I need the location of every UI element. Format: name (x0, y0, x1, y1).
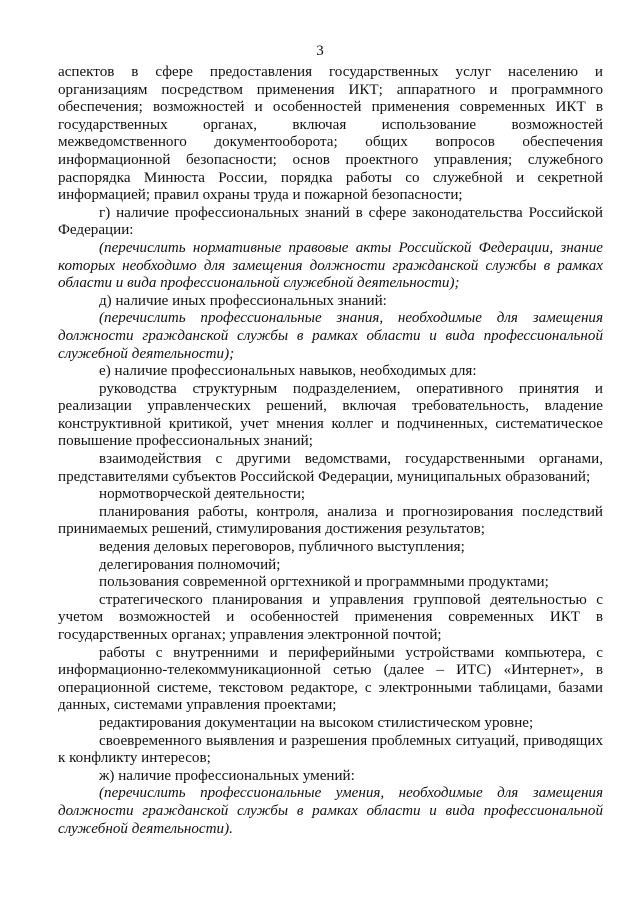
document-body (58, 64, 603, 838)
skill-interaction: взаимодействия с другими ведомствами, государственными органами, представителями субъектов Российской Федерации, муниципальных образований; (58, 451, 603, 485)
paragraph-note-knowledge: (перечислить профессиональные знания, необходимые для замещения должности гражданской службы в рамках области и вида профессиональной служебной деятельности); (58, 310, 603, 362)
skill-computer-work: работы с внутренними и периферийными устройствами компьютера, с информационно-телекоммуникационной сетью (далее – ИТС) «Интернет», в операционной системе, текстовом редакторе, с электронными таблицами, базами данных, системами управления проектами; (58, 644, 603, 714)
paragraph-note-abilities: (перечислить профессиональные умения, необходимые для замещения должности гражданской службы в рамках области и вида профессиональной служебной деятельности). (58, 785, 603, 837)
skill-management: руководства структурным подразделением, оперативного принятия и реализации управленческих решений, включая требовательность, владение конструктивной критикой, учет мнения коллег и подчиненных, систематическое повышение профессиональных знаний; (58, 380, 603, 450)
paragraph-item-g-legal-knowledge: г) наличие профессиональных знаний в сфере законодательства Российской Федерации: (58, 204, 603, 239)
page-number: 3 (316, 43, 324, 59)
paragraph-note-legal-acts: (перечислить нормативные правовые акты Российской Федерации, знание которых необходимо для замещения должности гражданской службы в рамках области и вида профессиональной служебной деятельности); (58, 239, 603, 292)
paragraph-item-zh-abilities: ж) наличие профессиональных умений: (99, 767, 355, 784)
skill-conflict-resolution: своевременного выявления и разрешения проблемных ситуаций, приводящих к конфликту интересов; (58, 732, 603, 767)
skill-office-equipment: пользования современной оргтехникой и программными продуктами; (99, 574, 549, 591)
paragraph-item-e-skills: е) наличие профессиональных навыков, необходимых для: (99, 363, 477, 380)
skill-rulemaking: нормотворческой деятельности; (99, 486, 306, 503)
skill-editing: редактирования документации на высоком стилистическом уровне; (99, 714, 534, 731)
skill-negotiations: ведения деловых переговоров, публичного выступления; (99, 539, 465, 556)
paragraph-competence-aspects: аспектов в сфере предоставления государственных услуг населению и организациям посредством применения ИКТ; аппаратного и программного обеспечения; возможностей и особенностей применения современных ИКТ в государственных органах, включая использование возможностей межведомственного документооборота; общих вопросов обеспечения информационной безопасности; основ проектного управления; служебного распорядка Минюста России, порядка работы со служебной и секретной информацией; правил охраны труда и пожарной безопасности; (58, 64, 603, 204)
skill-planning: планирования работы, контроля, анализа и прогнозирования последствий принимаемых решений, стимулирования достижения результатов; (58, 503, 603, 538)
paragraph-item-d-other-knowledge: д) наличие иных профессиональных знаний: (99, 292, 387, 309)
skill-strategic-planning: стратегического планирования и управления групповой деятельностью с учетом возможностей и особенностей применения современных ИКТ в государственных органах; управления электронной почтой; (58, 591, 603, 643)
skill-delegation: делегирования полномочий; (99, 556, 281, 573)
